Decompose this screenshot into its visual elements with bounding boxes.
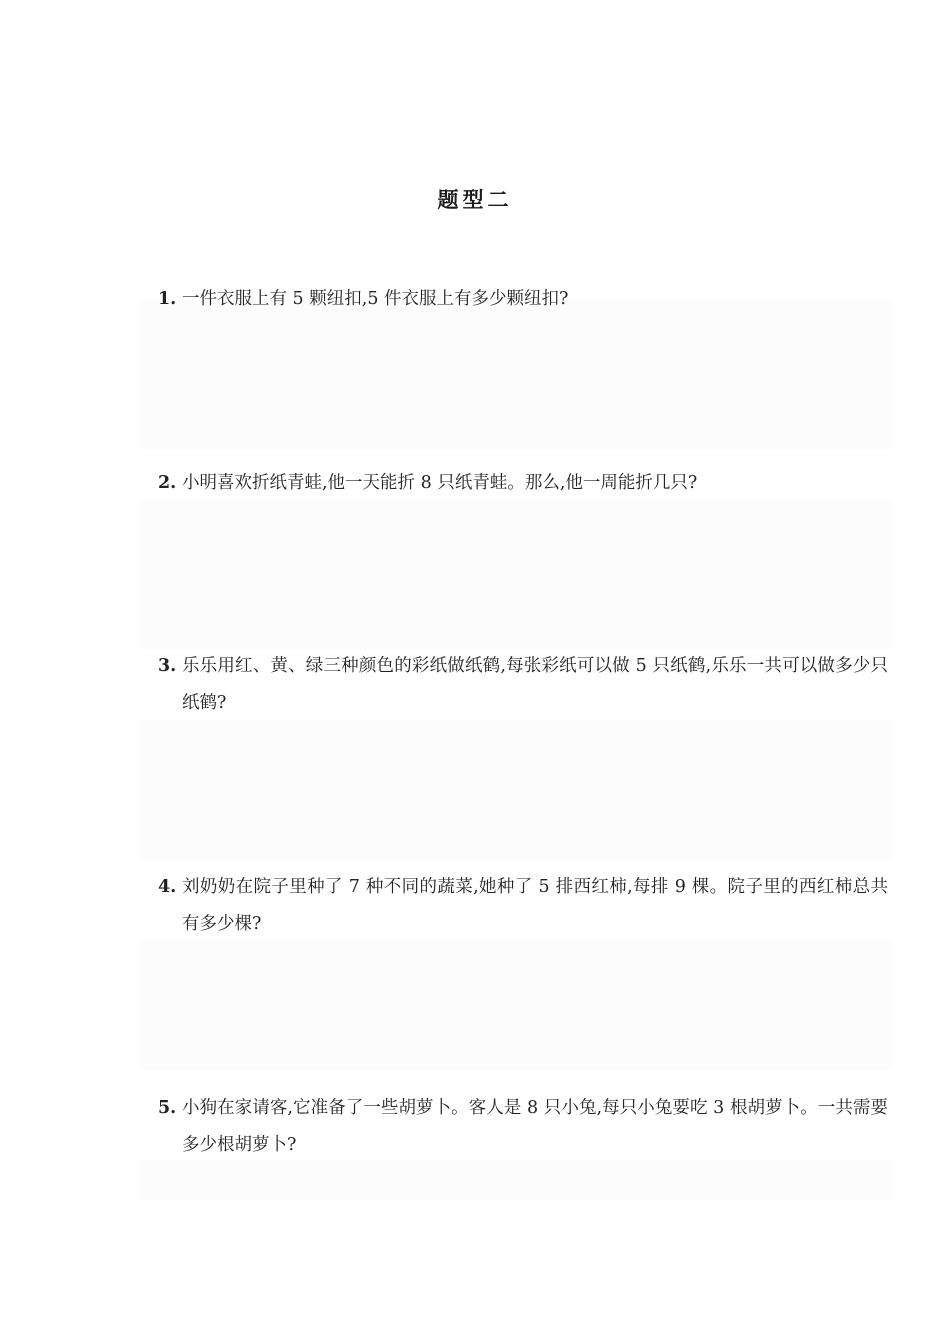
question-number: 2. xyxy=(158,473,177,493)
question-5 xyxy=(158,1090,888,1164)
question-4 xyxy=(158,869,888,943)
question-number: 4. xyxy=(158,877,177,897)
question-text: 一件衣服上有 5 颗纽扣,5 件衣服上有多少颗纽扣? xyxy=(182,289,569,309)
answer-area-1 xyxy=(140,300,892,450)
answer-area-3 xyxy=(140,720,892,860)
question-number: 3. xyxy=(158,656,177,676)
question-1 xyxy=(158,281,888,318)
answer-area-2 xyxy=(140,500,892,650)
question-text: 小狗在家请客,它准备了一些胡萝卜。客人是 8 只小兔,每只小兔要吃 3 根胡萝卜。一共需要多少根胡萝卜? xyxy=(182,1098,888,1155)
question-3 xyxy=(158,648,888,722)
question-number: 5. xyxy=(158,1098,177,1118)
question-text: 刘奶奶在院子里种了 7 种不同的蔬菜,她种了 5 排西红柿,每排 9 棵。院子里的西红柿总共有多少棵? xyxy=(182,877,888,934)
answer-area-4 xyxy=(140,940,892,1070)
question-number: 1. xyxy=(158,289,177,309)
question-2 xyxy=(158,465,888,502)
answer-area-5 xyxy=(140,1160,892,1200)
question-text: 乐乐用红、黄、绿三种颜色的彩纸做纸鹤,每张彩纸可以做 5 只纸鹤,乐乐一共可以做多少只纸鹤? xyxy=(182,656,888,713)
page-title: 题型二 xyxy=(437,188,513,212)
question-text: 小明喜欢折纸青蛙,他一天能折 8 只纸青蛙。那么,他一周能折几只? xyxy=(182,473,698,493)
